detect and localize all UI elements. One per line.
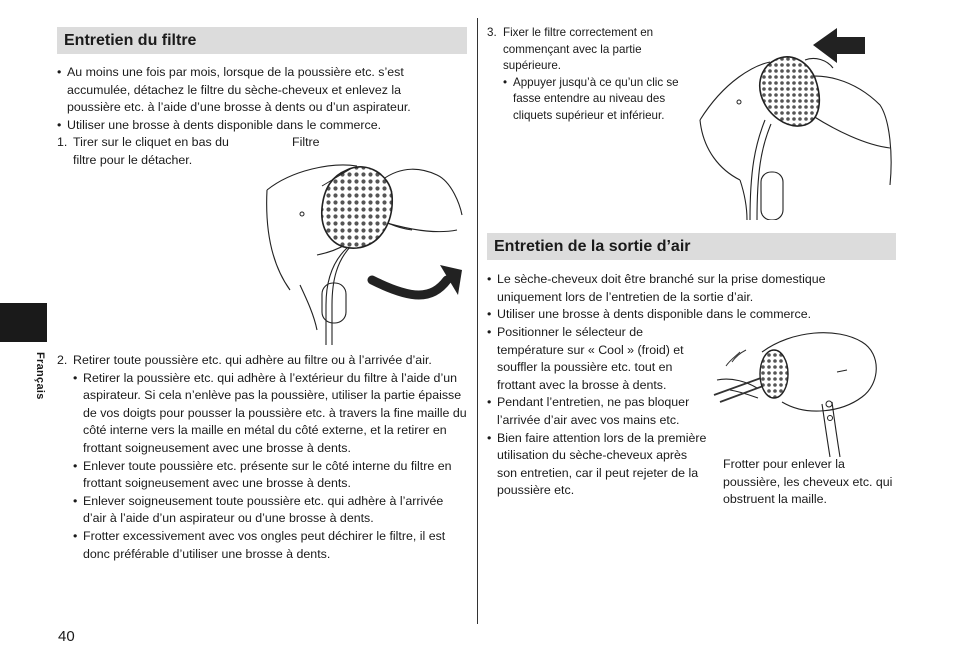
filter-bullet-list [57,64,442,134]
step-1: 1. Tirer sur le cliquet en bas du filtre pour le détacher. [57,135,229,167]
air-outlet-bullets-top [487,271,847,324]
list-item: • Utiliser une brosse à dents disponible dans le commerce. [487,307,812,322]
list-item: • Retirer la poussière etc. qui adhère à l’extérieur du filtre à l’aide d’un aspirateur. Si cela n’enlève pas la poussière, utiliser la partie épaisse de vos doigts pour pousser la poussière etc. à travers la fine maille du côté interne vers la maille en métal du côté externe, et la retirer en frottant soigneusement avec une brosse à dents. [73,370,467,455]
filter-callout-label: Filtre [292,135,320,149]
list-item: • Appuyer jusqu’à ce qu’un clic se fasse entendre au niveau des cliquets supérieur et inférieur. [503,75,679,122]
section-heading-filter: Entretien du filtre [57,27,467,54]
air-outlet-bullets-bottom [487,324,707,500]
language-tab-marker [0,303,47,342]
hair-dryer-illustration [712,322,884,457]
step-3: 3. Fixer le filtre correctement en commençant avec la partie supérieure. • Appuyer jusqu’à ce qu’un clic se fasse entendre au niveau des cliquets supérieur et inférieur. [487,25,697,125]
column-divider [477,18,478,624]
list-item: • Bien faire attention lors de la première utilisation du sèche-cheveux après son entretien, car il peut rejeter de la poussière etc. [487,430,707,498]
list-item: • Au moins une fois par mois, lorsque de la poussière etc. s’est accumulée, détachez le filtre du sèche-cheveux et enlevez la poussière etc. à l’aide d’une brosse à dents ou d’un aspirateur. [57,65,411,115]
list-item: • Pendant l’entretien, ne pas bloquer l’arrivée d’air avec vos mains etc. [487,395,690,427]
list-item: • Utiliser une brosse à dents disponible dans le commerce. [57,117,382,132]
page-number: 40 [58,628,75,645]
filter-attach-illustration [695,20,895,220]
section-heading-air-outlet: Entretien de la sortie d’air [487,233,896,260]
list-item: • Le sèche-cheveux doit être branché sur la prise domestique uniquement lors de l’entretien de la sortie d’air. [487,272,826,304]
list-item: • Positionner le sélecteur de température sur « Cool » (froid) et souffler la poussière etc. tout en frottant avec la brosse à dents. [487,325,684,392]
list-item: • Frotter excessivement avec vos ongles peut déchirer le filtre, il est donc préférable d’utiliser une brosse à dents. [73,528,446,561]
language-label: Français [34,352,46,400]
air-outlet-caption: Frotter pour enlever la poussière, les cheveux etc. qui obstruent la maille. [723,457,893,507]
step-2: 2. Retirer toute poussière etc. qui adhère au filtre ou à l’arrivée d’air. • Retirer la poussière etc. qui adhère à l’extérieur du filtre à l’aide d’un aspirateur. Si cela n’enlève pas la poussière, utiliser la partie épaisse de vos doigts pour pousser la poussière etc. à travers la fine maille du côté interne vers la maille en métal du côté externe, et la retirer en frottant soigneusement avec une brosse à dents. • Enlever toute poussière etc. présente sur le côté interne du filtre en frottant soigneusement avec une brosse à dents. • Enlever soigneusement toute poussière etc. qui adhère à l’arrivée d’air à l’aide d’un aspirateur ou d’une brosse à dents. • Frotter excessivement avec vos ongles peut déchirer le filtre, il est donc préférable d’utiliser une brosse à dents. [57,352,467,563]
filter-removal-illustration [262,150,467,345]
list-item: • Enlever toute poussière etc. présente sur le côté interne du filtre en frottant soigneusement avec une brosse à dents. [73,458,452,491]
list-item: • Enlever soigneusement toute poussière etc. qui adhère à l’arrivée d’air à l’aide d’un aspirateur ou d’une brosse à dents. [73,493,444,526]
